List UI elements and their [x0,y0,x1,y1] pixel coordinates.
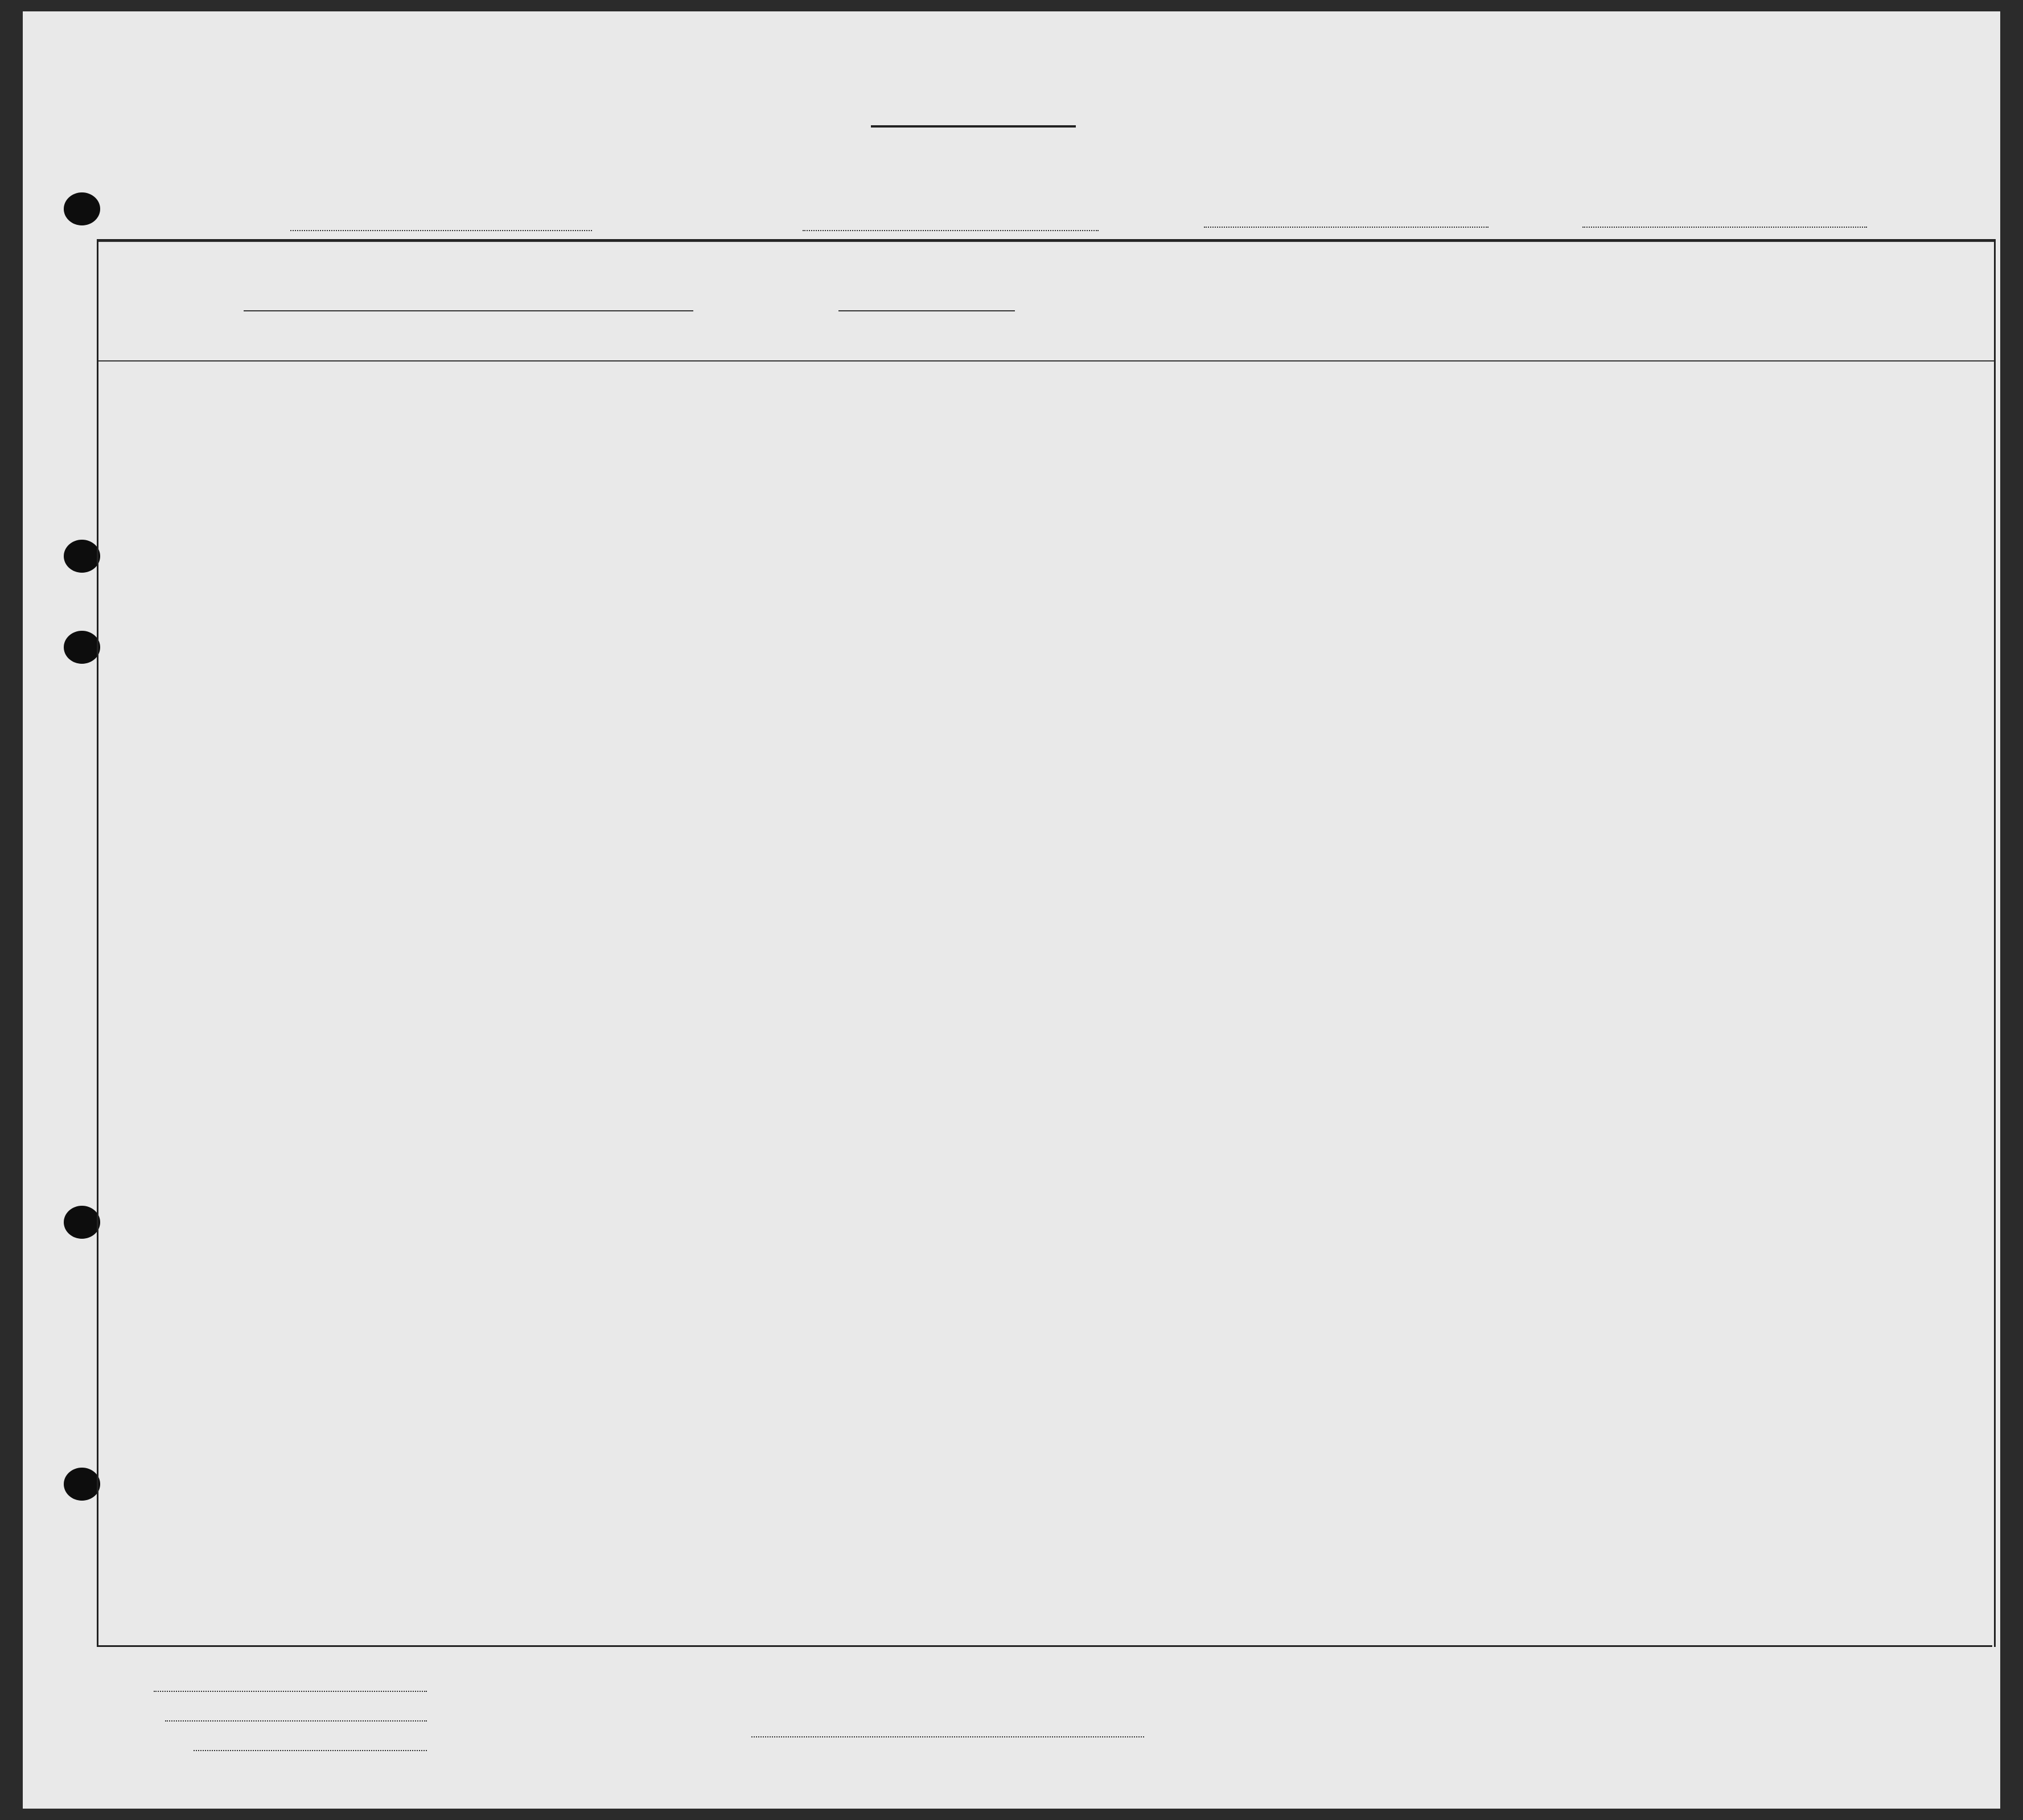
crew-table [97,239,1996,1647]
owners-field [165,1720,427,1722]
name-subheader-line [244,310,693,311]
arriving-port-line [1204,227,1489,228]
sheet-number [1759,68,1776,91]
punch-hole [64,192,100,225]
title-underline [871,125,1076,128]
punch-hole [64,1468,100,1501]
line-field [154,1691,427,1692]
manifest-page [23,11,2000,1809]
signature-line [751,1736,1144,1737]
punch-hole [64,1206,100,1239]
date-line [1582,227,1867,228]
footer-rule [97,1645,1992,1647]
sailing-port-line [803,230,1099,231]
punch-hole [64,631,100,664]
punch-hole [64,540,100,573]
vessel-name-line [290,230,592,231]
table-top-line [98,241,1994,242]
shipped-subheader-line [838,310,1015,311]
header-bottom-line [98,360,1994,361]
agents-field [194,1750,427,1751]
